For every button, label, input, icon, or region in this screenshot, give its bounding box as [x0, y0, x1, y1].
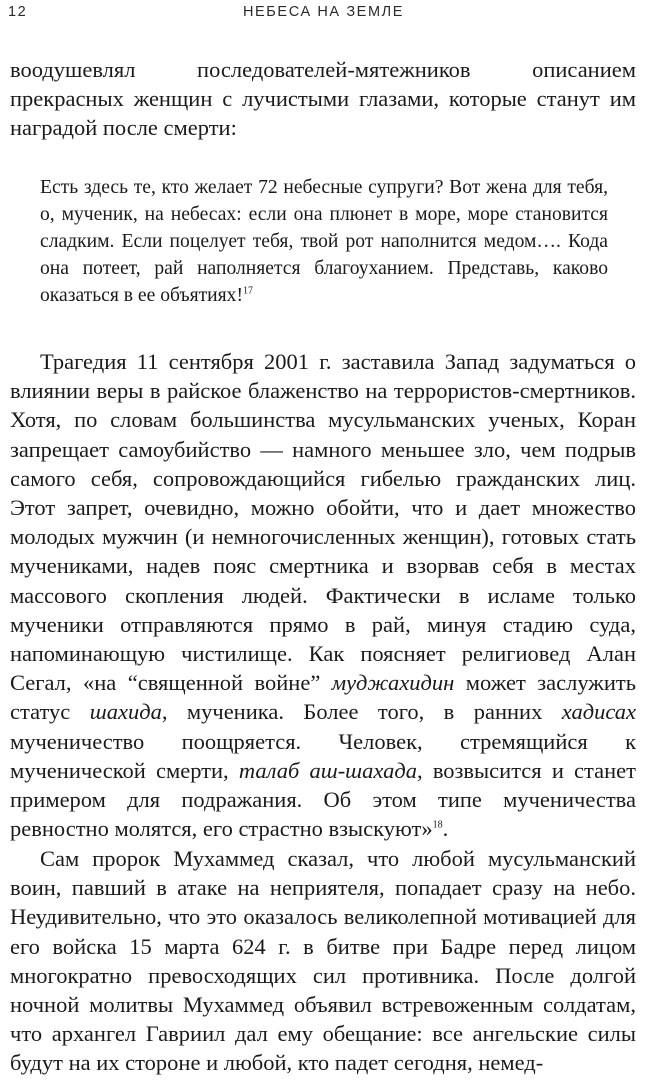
footnote-ref-17: 17 [243, 285, 253, 297]
italic-term-mujahidin: муджахидин [331, 670, 455, 696]
block-quote [40, 174, 608, 309]
paragraph-muhammad-text: Сам пророк Мухаммед сказал, что любой мусульманский воин, павший в атаке на неприятеля, попадает сразу на небо. Неудивительно, что это оказалось великолепной мотивацией для его войска 15 марта 624 г. в битве при Бадре перед лицом многократно превосходящих сил противника. После долгой ночной молитвы Мухаммед объявил встревоженным солдатам, что архангел Гавриил дал ему обещание: все ангельские силы будут на их стороне и любой, кто падет сегодня, немед- [10, 846, 636, 1076]
footnote-ref-18: 18 [432, 819, 443, 831]
paragraph-muhammad [10, 844, 636, 1078]
block-quote-text [40, 174, 608, 309]
paragraph-intro [10, 55, 636, 143]
page-number: 12 [8, 4, 28, 20]
text-segment: , возвысится и станет примером для подражания. Об этом типе мученичества ревностно молятся, его страстно взыскуют» [10, 757, 636, 842]
text-segment: . [442, 816, 449, 842]
text-segment: мученичество поощряется. Человек, стремящийся к мученической смерти, [10, 728, 636, 783]
italic-term-talab-ash-shahada: талаб аш-шахада [238, 757, 417, 783]
text-segment: Трагедия 11 сентября 2001 г. заставила Запад задуматься о влиянии веры в райское блаженство на террористов-смертников. Хотя, по словам большинства мусульманских ученых, Коран запрещает самоубийство — намного меньшее зло, чем подрыв самого себя, сопровождающийся гибелью гражданских лиц. Этот запрет, очевидно, можно обойти, что и дает множество молодых мужчин (и немногочисленных женщин), готовых стать мучениками, надев пояс смертника и взорвав себя в местах массового скопления людей. Фактически в исламе только мученики отправляются прямо в рай, минуя стадию суда, напоминающую чистилище. Как поясняет религиовед Алан Сегал, «на “священной войне” [10, 349, 636, 696]
paragraph-september-11 [10, 347, 636, 843]
running-head [8, 4, 639, 26]
italic-term-hadith: хадисах [561, 699, 636, 725]
book-title: НЕБЕСА НА ЗЕМЛЕ [242, 4, 405, 20]
text-segment: , мученика. Более того, в ранних [161, 699, 562, 725]
text-segment: может заслужить статус [10, 670, 636, 725]
block-quote-body: Есть здесь те, кто желает 72 небесные супруги? Вот жена для тебя, о, мученик, на небесах: если она плюнет в море, море становится сладким. Если поцелует тебя, твой рот наполнится медом…. Кода она потеет, рай наполняется благоуханием. Представь, каково оказаться в ее объятиях! [40, 177, 608, 306]
paragraph-intro-text: воодушевлял последователей-мятежников описанием прекрасных женщин с лучистыми глазами, которые станут им наградой после смерти: [10, 57, 636, 141]
italic-term-shahid: шахида [89, 699, 162, 725]
paragraph-september-11-text [10, 347, 636, 843]
